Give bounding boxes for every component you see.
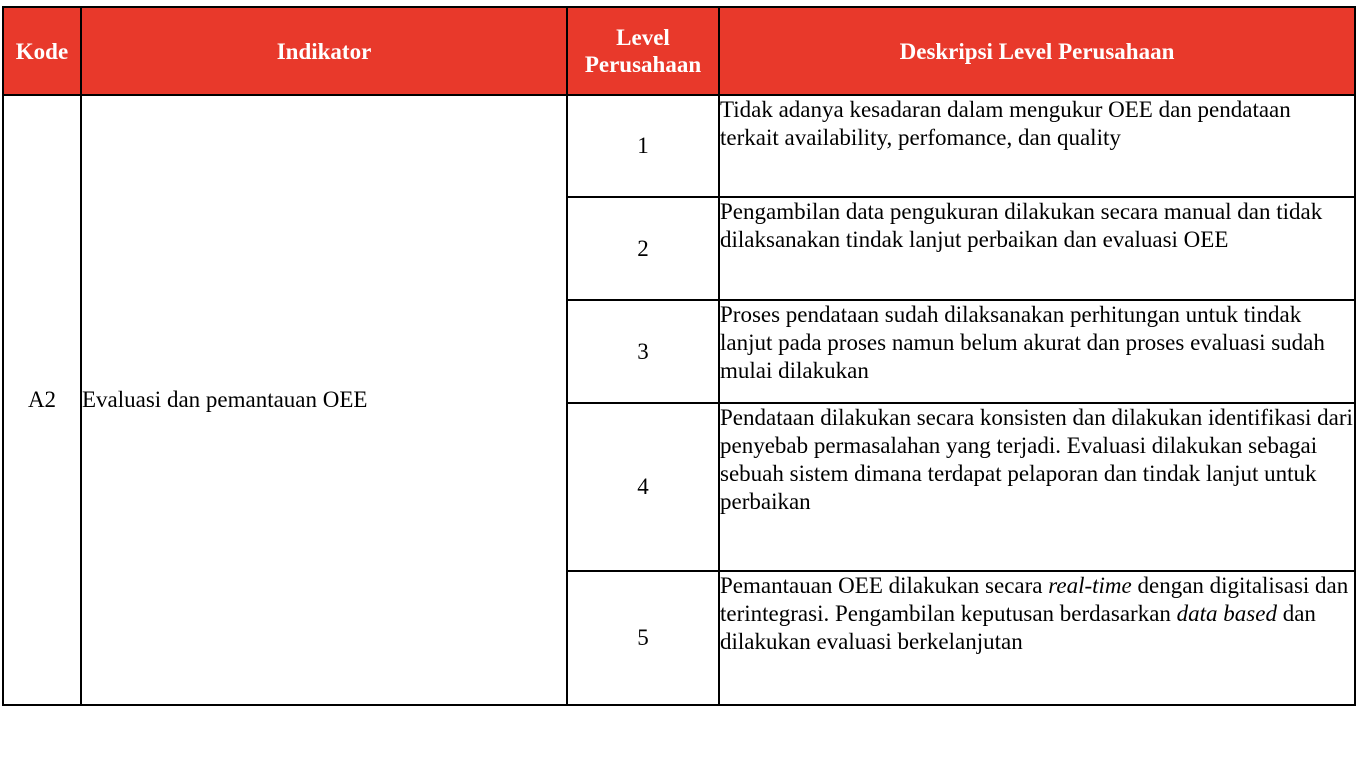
table-header <box>3 7 1355 95</box>
description-emphasis-data-based: data based <box>1176 601 1277 626</box>
indikator-cell: Evaluasi dan pemantauan OEE <box>81 95 567 705</box>
kode-cell: A2 <box>3 95 81 705</box>
header-kode: Kode <box>3 7 81 95</box>
header-level-perusahaan <box>567 7 719 95</box>
header-indikator: Indikator <box>81 7 567 95</box>
level-cell: 1 <box>567 95 719 197</box>
level-cell: 5 <box>567 571 719 705</box>
header-level-line1: Level <box>616 25 670 50</box>
description-cell: Proses pendataan sudah dilaksanakan perhitungan untuk tindak lanjut pada proses namun belum akurat dan proses evaluasi sudah mulai dilakukan <box>719 300 1355 403</box>
description-text: dengan digitalisasi dan terintegrasi. Pengambilan keputusan berdasarkan <box>720 573 1349 626</box>
table-body <box>3 95 1355 705</box>
description-text: Pemantauan OEE dilakukan secara <box>720 573 1049 598</box>
level-cell: 4 <box>567 403 719 571</box>
description-text: dan dilakukan evaluasi berkelanjutan <box>720 601 1316 654</box>
level-cell: 3 <box>567 300 719 403</box>
header-deskripsi: Deskripsi Level Perusahaan <box>719 7 1355 95</box>
description-cell: Pengambilan data pengukuran dilakukan secara manual dan tidak dilaksanakan tindak lanjut perbaikan dan evaluasi OEE <box>719 197 1355 300</box>
description-cell: Pendataan dilakukan secara konsisten dan dilakukan identifikasi dari penyebab permasalahan yang terjadi. Evaluasi dilakukan sebagai sebuah sistem dimana terdapat pelaporan dan tindak lanjut untuk perbaikan <box>719 403 1355 571</box>
description-cell: Tidak adanya kesadaran dalam mengukur OEE dan pendataan terkait availability, perfomance, dan quality <box>719 95 1355 197</box>
header-row <box>3 7 1355 95</box>
description-emphasis-real-time: real-time <box>1048 573 1132 598</box>
description-cell <box>719 571 1355 705</box>
maturity-level-table <box>2 6 1356 706</box>
level-cell: 2 <box>567 197 719 300</box>
header-level-line2: Perusahaan <box>584 52 702 77</box>
table-row <box>3 95 1355 197</box>
